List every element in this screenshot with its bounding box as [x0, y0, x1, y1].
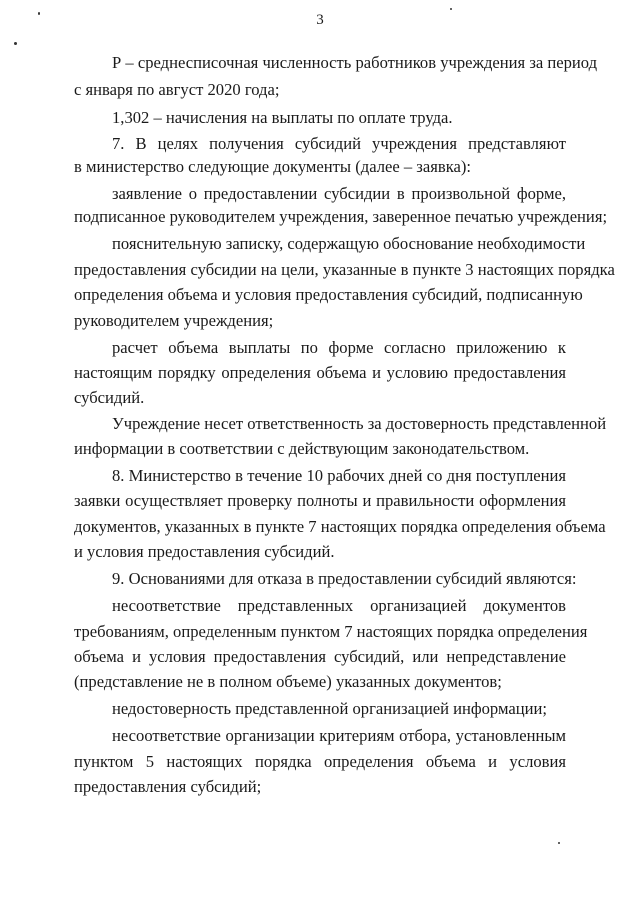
scan-speck — [450, 8, 452, 10]
text-line: требованиям, определенным пунктом 7 настоящих порядка определения — [74, 622, 588, 641]
text-line: предоставления субсидий; — [74, 777, 262, 796]
text-line: и условия предоставления субсидий. — [74, 542, 335, 561]
scan-speck — [38, 12, 40, 15]
text-line: пояснительную записку, содержащую обоснование необходимости — [112, 234, 586, 253]
text-line: руководителем учреждения; — [74, 311, 274, 330]
text-line: заявки осуществляет проверку полноты и правильности оформления — [74, 491, 566, 510]
text-line: Р – среднесписочная численность работников учреждения за период — [112, 53, 598, 72]
text-line: 1,302 – начисления на выплаты по оплате труда. — [112, 108, 453, 127]
text-line: определения объема и условия предоставления субсидий, подписанную — [74, 285, 583, 304]
text-line: несоответствие представленных организацией документов — [112, 596, 566, 615]
text-line: субсидий. — [74, 388, 145, 407]
text-line: Учреждение несет ответственность за достоверность представленной — [112, 414, 607, 433]
scan-speck — [14, 42, 17, 45]
text-line: в министерство следующие документы (далее – заявка): — [74, 157, 472, 176]
text-line: (представление не в полном объеме) указанных документов; — [74, 672, 502, 691]
text-line: 7. В целях получения субсидий учреждения представляют — [112, 134, 566, 153]
text-line: недостоверность представленной организацией информации; — [112, 699, 547, 718]
text-line: подписанное руководителем учреждения, заверенное печатью учреждения; — [74, 207, 608, 226]
text-line: заявление о предоставлении субсидии в произвольной форме, — [112, 184, 566, 203]
text-line: информации в соответствии с действующим законодательством. — [74, 439, 530, 458]
text-line: предоставления субсидии на цели, указанные в пункте 3 настоящих порядка — [74, 260, 615, 279]
text-line: пунктом 5 настоящих порядка определения объема и условия — [74, 752, 566, 771]
text-line: объема и условия предоставления субсидий, или непредставление — [74, 647, 566, 666]
text-line: 8. Министерство в течение 10 рабочих дней со дня поступления — [112, 466, 566, 485]
page-number: 3 — [316, 12, 324, 28]
scan-speck — [558, 842, 560, 844]
text-line: документов, указанных в пункте 7 настоящих порядка определения объема — [74, 517, 606, 536]
text-line: несоответствие организации критериям отбора, установленным — [112, 726, 566, 745]
text-line: расчет объема выплаты по форме согласно приложению к — [112, 338, 566, 357]
text-line: с января по август 2020 года; — [74, 80, 280, 99]
text-line: настоящим порядку определения объема и условию предоставления — [74, 363, 566, 382]
text-line: 9. Основаниями для отказа в предоставлении субсидий являются: — [112, 569, 577, 588]
